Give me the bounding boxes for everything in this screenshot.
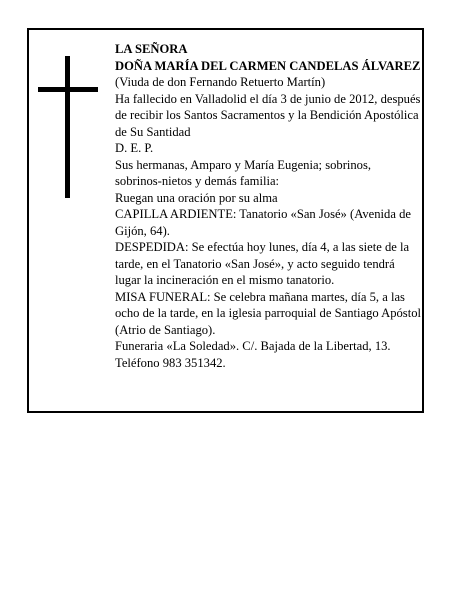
family-line: Sus hermanas, Amparo y María Eugenia; sobrinos, sobrinos-nietos y demás familia: (115, 157, 372, 188)
cross-icon (38, 56, 98, 198)
deceased-name: DOÑA MARÍA DEL CARMEN CANDELAS ÁLVAREZ (115, 58, 421, 73)
title-line-1: LA SEÑORA (115, 42, 188, 56)
funeral-mass-info: MISA FUNERAL: Se celebra mañana martes, día 5, a las ocho de la tarde, en la iglesia parroquial de Santiago Apóstol (Atrio de Santiago). (115, 289, 422, 337)
obituary-card (27, 28, 424, 413)
cross-horizontal-bar (38, 87, 98, 92)
dep-line: D. E. P. (115, 141, 154, 155)
obituary-text (115, 41, 421, 371)
prayer-request: Ruegan una oración por su alma (115, 190, 278, 205)
farewell-info: DESPEDIDA: Se efectúa hoy lunes, día 4, a las siete de la tarde, en el Tanatorio «San José», y acto seguido tendrá lugar la incineración en el mismo tanatorio. (115, 240, 410, 287)
death-info: Ha fallecido en Valladolid el día 3 de junio de 2012, después de recibir los Santos Sacramentos y la Bendición Apostólica de Su Santidad (115, 91, 421, 139)
funeral-home-info: Funeraria «La Soledad». C/. Bajada de la Libertad, 13. Teléfono 983 351342. (115, 339, 391, 370)
widow-of: (Viuda de don Fernando Retuerto Martín) (115, 75, 326, 89)
chapel-info: CAPILLA ARDIENTE: Tanatorio «San José» (Avenida de Gijón, 64). (115, 207, 411, 238)
cross-vertical-bar (65, 56, 70, 198)
